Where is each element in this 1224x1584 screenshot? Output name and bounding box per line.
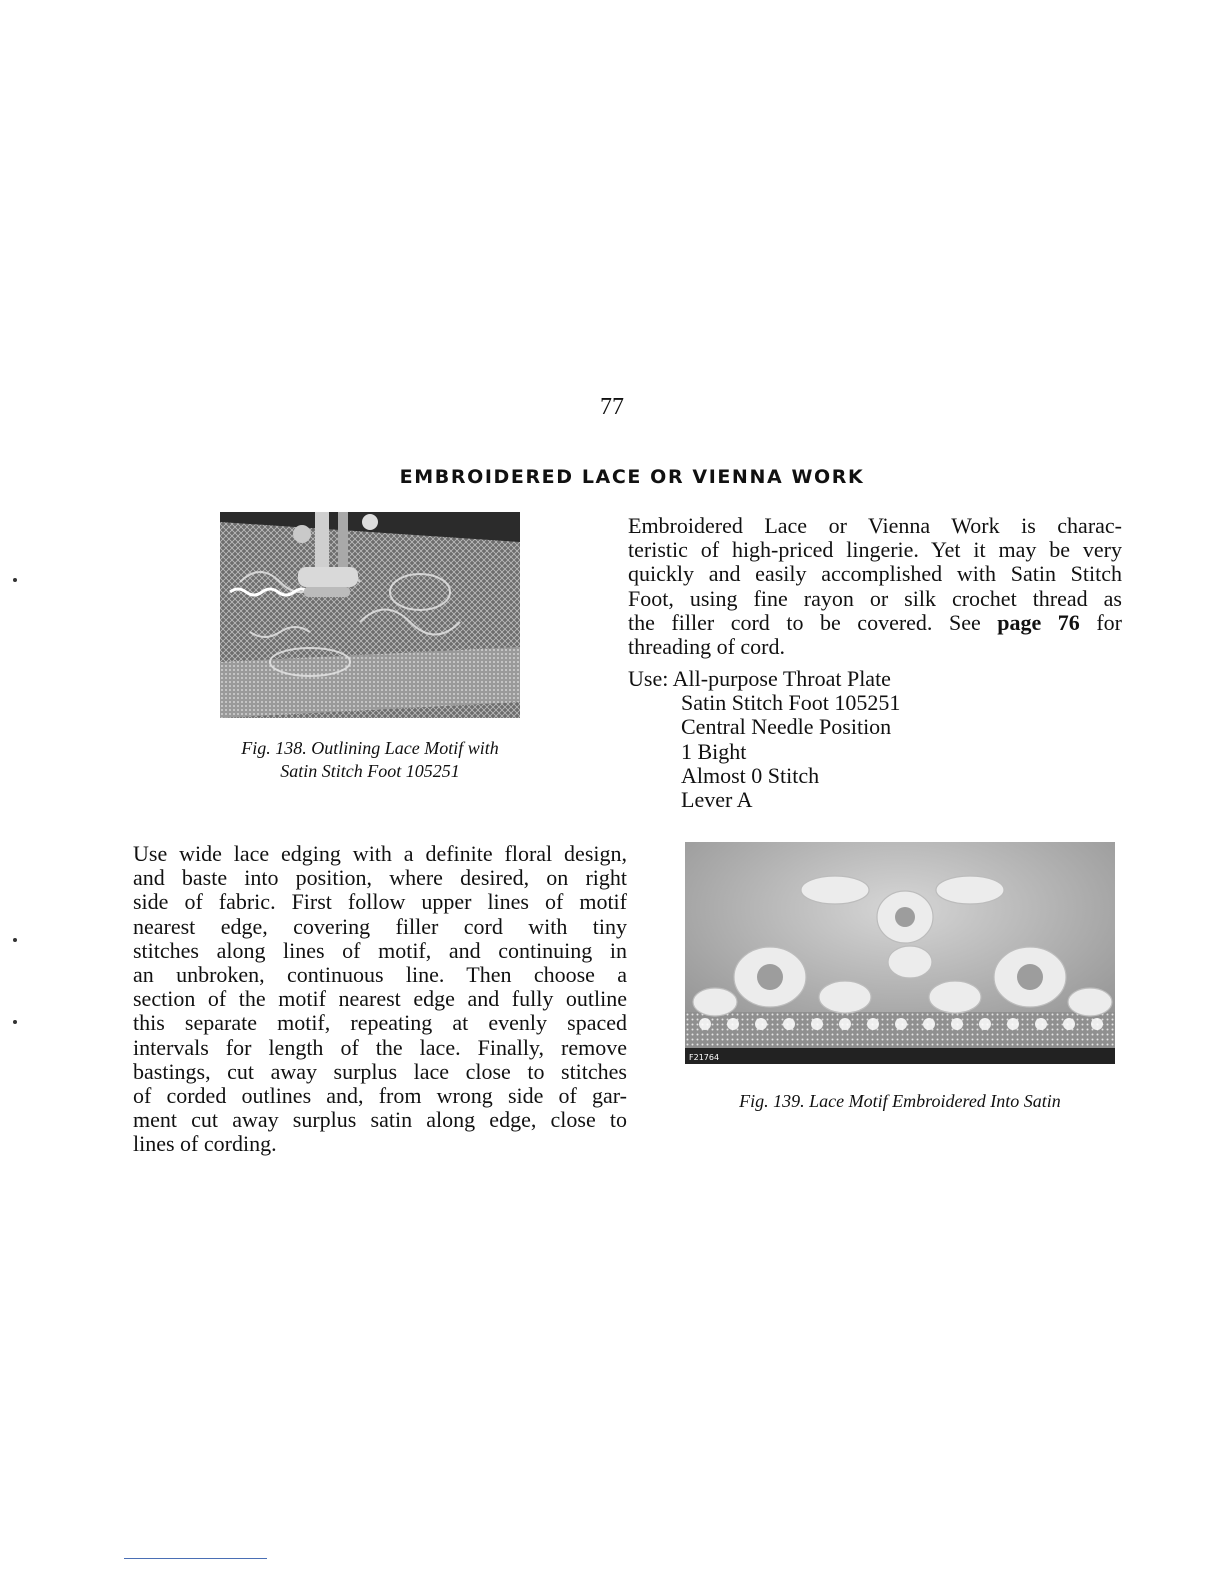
intro-paragraph	[628, 514, 1122, 659]
body-line: nearest edge, covering filler cord with tiny	[133, 913, 627, 939]
figure-139-caption: Fig. 139. Lace Motif Embroidered Into Satin	[739, 1091, 1061, 1111]
intro-line: quickly and easily accomplished with Satin Stitch	[628, 561, 1122, 587]
footnote-rule	[124, 1558, 267, 1559]
figure-139-photo	[685, 842, 1115, 1064]
figure-139-stamp: F21764	[689, 1053, 720, 1062]
lace-on-satin-image	[685, 842, 1115, 1064]
lace-outlining-image	[220, 512, 520, 718]
intro-line: threading of cord.	[628, 634, 785, 660]
instructions-paragraph	[133, 842, 627, 1157]
use-settings-list	[628, 667, 1122, 812]
body-line: section of the motif nearest edge and fully outline	[133, 986, 627, 1012]
use-item: Central Needle Position	[681, 714, 892, 740]
use-row-first	[628, 667, 1122, 691]
body-line: ment cut away surplus satin along edge, close to	[133, 1107, 627, 1133]
body-line: Use wide lace edging with a definite floral design,	[133, 841, 627, 866]
figure-138-photo	[220, 512, 520, 718]
body-line: side of fabric. First follow upper lines of motif	[133, 889, 627, 915]
use-item: Lever A	[681, 787, 753, 813]
margin-mark	[13, 938, 17, 942]
use-item: Almost 0 Stitch	[681, 762, 820, 788]
intro-line: Embroidered Lace or Vienna Work is charac-	[628, 513, 1122, 538]
body-line: and baste into position, where desired, on right	[133, 865, 627, 891]
figure-138-caption-line1: Fig. 138. Outlining Lace Motif with	[241, 738, 499, 758]
intro-line5-start: the filler cord to be covered. See	[628, 609, 998, 635]
margin-mark	[13, 1020, 17, 1024]
page-number: 77	[600, 394, 624, 420]
figure-138-caption-line2: Satin Stitch Foot 105251	[280, 761, 460, 781]
body-line: intervals for length of the lace. Finally, remove	[133, 1034, 627, 1060]
intro-line	[628, 611, 1122, 635]
use-label: Use:	[628, 666, 669, 691]
section-heading: EMBROIDERED LACE OR VIENNA WORK	[399, 466, 865, 488]
body-line: bastings, cut away surplus lace close to stitches	[133, 1058, 627, 1084]
use-item: Satin Stitch Foot 105251	[681, 690, 901, 716]
margin-mark	[13, 578, 17, 582]
body-line: stitches along lines of motif, and continuing in	[133, 937, 627, 963]
body-line: of corded outlines and, from wrong side of gar-	[133, 1083, 627, 1109]
use-item: 1 Bight	[681, 738, 747, 764]
intro-line: teristic of high-priced lingerie. Yet it may be very	[628, 537, 1122, 563]
body-line: an unbroken, continuous line. Then choose a	[133, 962, 627, 988]
body-line: this separate motif, repeating at evenly spaced	[133, 1010, 627, 1036]
figure-138-caption	[200, 737, 540, 783]
page-76-reference: page 76	[997, 609, 1080, 635]
use-item: All-purpose Throat Plate	[672, 666, 891, 691]
intro-line5-end: for	[1079, 609, 1123, 635]
body-line: lines of cording.	[133, 1131, 277, 1157]
intro-line: Foot, using fine rayon or silk crochet thread as	[628, 585, 1122, 611]
